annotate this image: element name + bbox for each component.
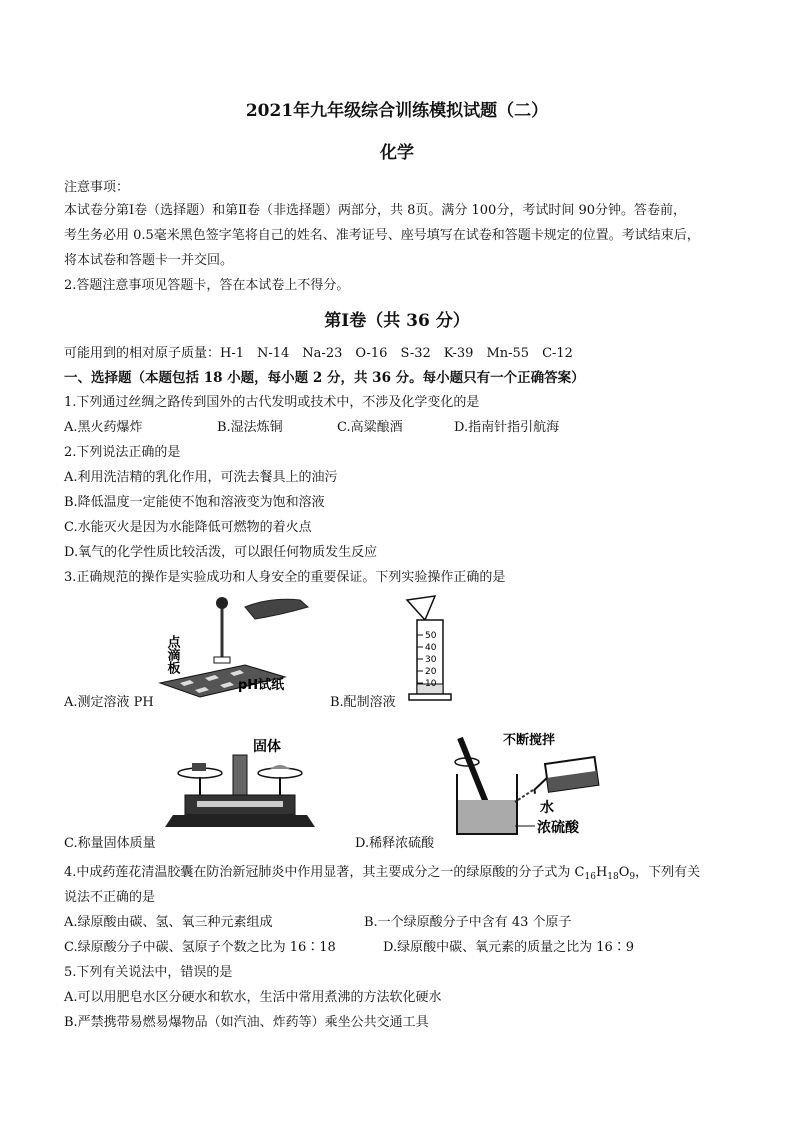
figure-ph-test (150, 595, 320, 700)
q4-option-d: D.绿原酸中碳、氧元素的质量之比为 16∶9 (383, 940, 635, 955)
notes-item1-line3: 将本试卷和答题卡一并交回。 (64, 253, 234, 268)
atomic-masses: 可能用到的相对原子质量：H-1 N-14 Na-23 O-16 S-32 K-39 Mn-55 C-12 (64, 346, 573, 361)
figure-dilute-acid (445, 730, 615, 840)
fig-d-label-stir: 不断搅拌 (503, 733, 556, 748)
figure-graduated-cylinder (395, 592, 465, 704)
q3-option-b: B.配制溶液 (330, 695, 396, 710)
q4-option-a: A.绿原酸由碳、氢、氧三种元素组成 (64, 915, 273, 930)
subject-title: 化学 (380, 143, 414, 163)
q3-option-c: C.称量固体质量 (64, 836, 156, 851)
figure-balance (165, 735, 325, 835)
q2-option-d: D.氧气的化学性质比较活泼，可以跟任何物质发生反应 (64, 545, 378, 560)
cylinder-tick-50: 50 (425, 631, 437, 641)
q1-option-c: C.高粱酿酒 (337, 420, 403, 435)
cylinder-scale (425, 631, 437, 689)
q4-option-b: B.一个绿原酸分子中含有 43 个原子 (364, 915, 572, 930)
q1-option-b: B.湿法炼铜 (217, 420, 283, 435)
fig-c-label-solid: 固体 (253, 739, 281, 755)
fig-a-label-ph-paper: pH试纸 (238, 678, 285, 693)
fig-d-label-acid: 浓硫酸 (537, 820, 579, 836)
cylinder-tick-10: 10 (425, 679, 437, 689)
q1-option-a: A.黑火药爆炸 (64, 420, 143, 435)
q1-option-d: D.指南针指引航海 (454, 420, 560, 435)
exam-title: 2021年九年级综合训练模拟试题（二） (245, 101, 549, 121)
notes-item1-line2: 考生务必用 0.5毫米黑色签字笔将自己的姓名、准考证号、座号填写在试卷和答题卡规定的位置。考试结束后， (64, 228, 700, 243)
q4-sub-oxygen: 9 (629, 872, 636, 882)
fig-d-label-water: 水 (540, 800, 554, 816)
q4-stem-part1: 4.中成药莲花清温胶囊在防治新冠肺炎中作用显著，其主要成分之一的绿原酸的分子式为 C (64, 865, 585, 880)
notes-heading: 注意事项： (64, 180, 130, 195)
q5-option-a: A.可以用肥皂水区分硬水和软水，生活中常用煮沸的方法软化硬水 (64, 990, 442, 1005)
part-heading: 一、选择题（本题包括 18 小题，每小题 2 分，共 36 分。每小题只有一个正确答案） (64, 370, 585, 386)
q2-option-a: A.利用洗洁精的乳化作用，可洗去餐具上的油污 (64, 470, 338, 485)
q2-option-b: B.降低温度一定能使不饱和溶液变为饱和溶液 (64, 495, 325, 510)
cylinder-tick-40: 40 (425, 643, 437, 653)
notes-item1-line1: 本试卷分第Ⅰ卷（选择题）和第Ⅱ卷（非选择题）两部分，共 8页。满分 100分，考试时间 90分钟。答卷前， (64, 203, 686, 218)
q5-stem: 5.下列有关说法中，错误的是 (64, 965, 233, 980)
q4-option-c: C.绿原酸分子中碳、氢原子个数之比为 16∶18 (64, 940, 336, 955)
section-title: 第Ⅰ卷（共 36 分） (324, 311, 470, 331)
notes-item2: 2.答题注意事项见答题卡，答在本试卷上不得分。 (64, 278, 350, 293)
q5-option-b: B.严禁携带易燃易爆物品（如汽油、炸药等）乘坐公共交通工具 (64, 1015, 429, 1030)
q2-option-c: C.水能灭火是因为水能降低可燃物的着火点 (64, 520, 312, 535)
q3-option-a: A.测定溶液 PH (64, 695, 154, 710)
q4-oxygen: O (618, 865, 630, 880)
cylinder-tick-30: 30 (425, 655, 437, 665)
cylinder-tick-20: 20 (425, 667, 437, 677)
q3-stem: 3.正确规范的操作是实验成功和人身安全的重要保证。下列实验操作正确的是 (64, 570, 506, 585)
q4-sub-carbon: 16 (584, 872, 596, 882)
q4-stem-line2: 说法不正确的是 (64, 890, 156, 905)
q4-stem-line1 (64, 861, 700, 882)
q1-stem: 1.下列通过丝绸之路传到国外的古代发明或技术中，不涉及化学变化的是 (64, 395, 480, 410)
q3-option-d: D.稀释浓硫酸 (355, 836, 435, 851)
q4-stem-part2: ，下列有关 (635, 865, 701, 880)
fig-a-label-spot-plate: 点滴板 (164, 635, 180, 674)
q2-stem: 2.下列说法正确的是 (64, 445, 181, 460)
q4-hydrogen: H (595, 865, 608, 880)
q4-sub-hydrogen: 18 (607, 872, 619, 882)
